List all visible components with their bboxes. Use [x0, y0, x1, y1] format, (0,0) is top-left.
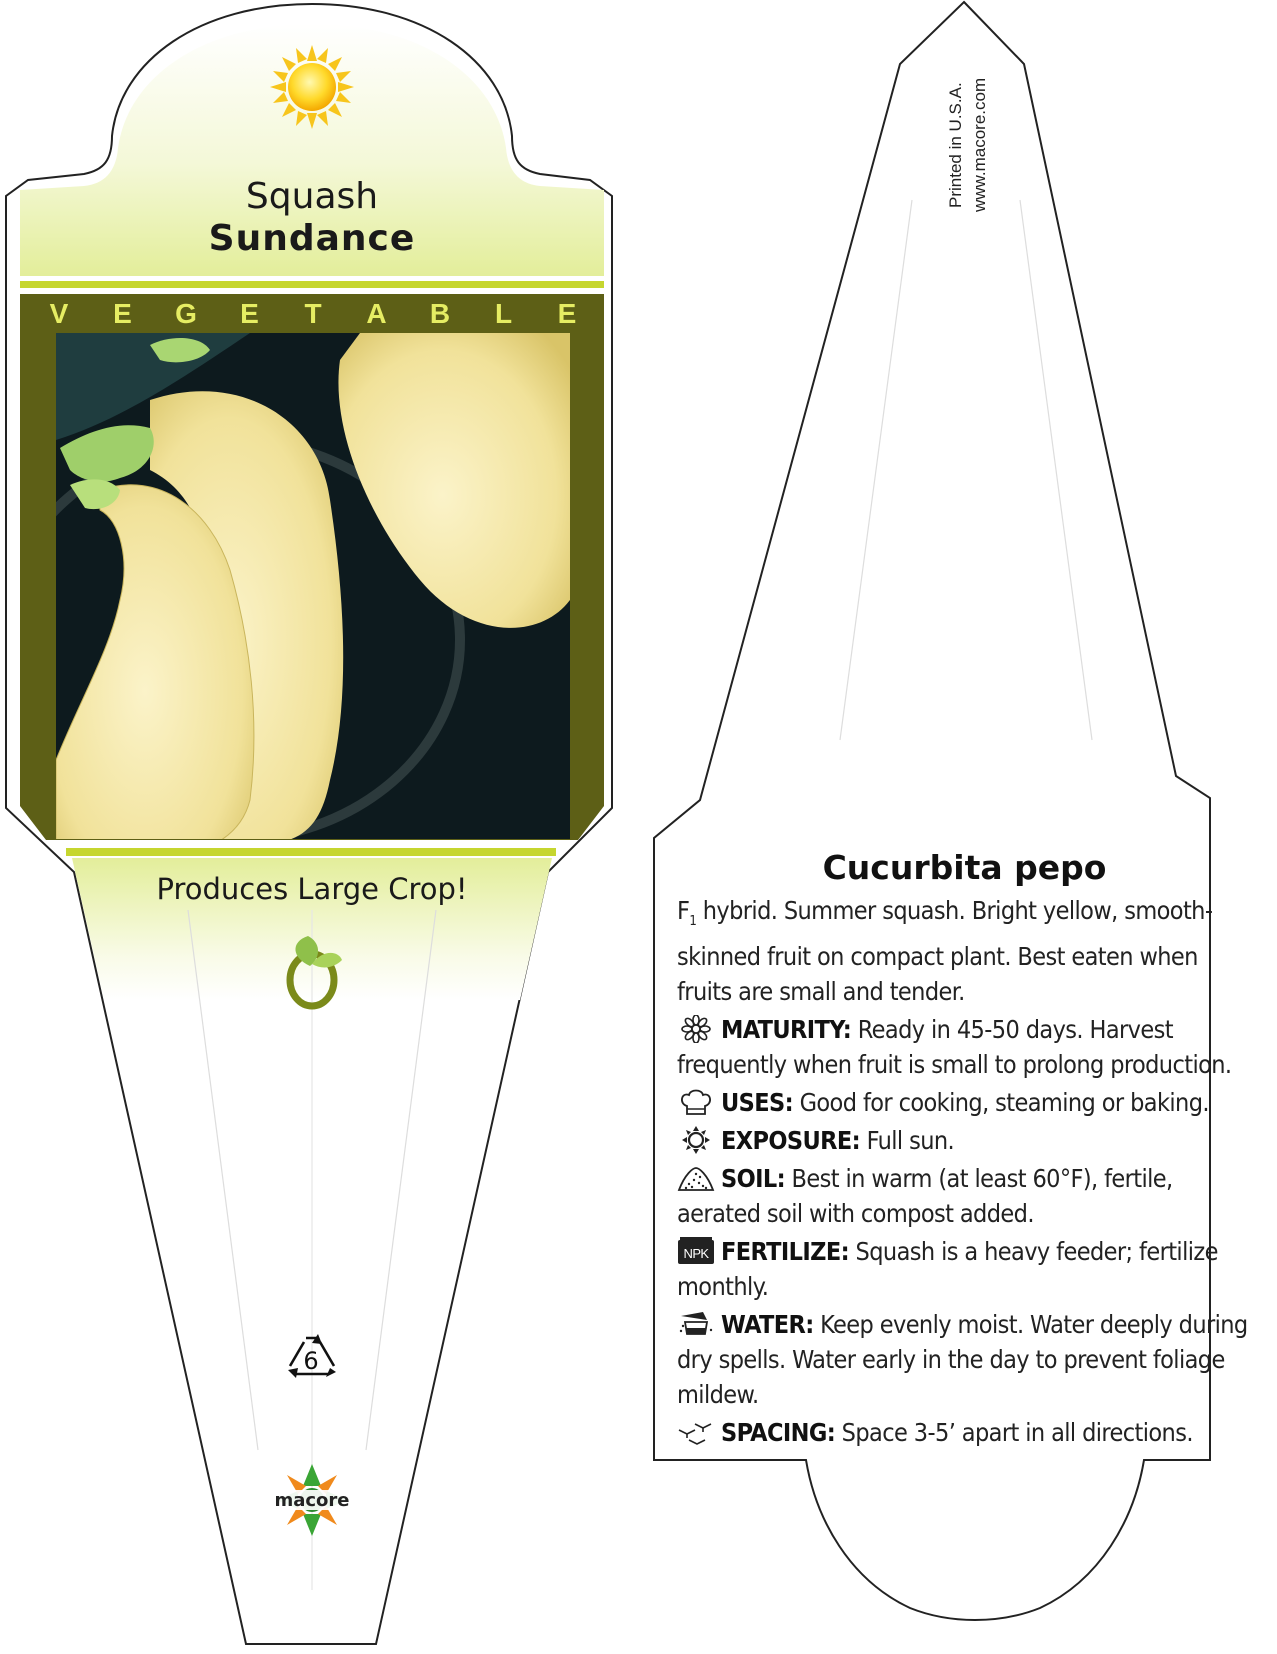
- maturity-label: MATURITY:: [721, 1015, 852, 1044]
- plant-name: Squash: [245, 176, 379, 217]
- maturity-text: Ready in 45-50 days. Harvest frequently when fruit is small to prolong production.: [677, 1015, 1232, 1079]
- recycle-code: 6: [303, 1347, 319, 1375]
- section-fertilize: [677, 1234, 1257, 1304]
- section-maturity: [677, 1012, 1257, 1082]
- care-instructions: [677, 893, 1257, 1453]
- spacing-text: Space 3-5’ apart in all directions.: [835, 1418, 1193, 1447]
- soil-label: SOIL:: [721, 1164, 786, 1193]
- water-label: WATER:: [721, 1310, 814, 1339]
- f1-prefix: F: [677, 896, 690, 925]
- section-soil: [677, 1161, 1257, 1231]
- soil-icon: [677, 1164, 715, 1192]
- category-letter: E: [113, 298, 132, 329]
- section-spacing: [677, 1415, 1257, 1450]
- description: [677, 893, 1257, 1009]
- flower-icon: [677, 1015, 715, 1043]
- uses-text: Good for cooking, steaming or baking.: [793, 1088, 1209, 1117]
- category-banner: [48, 298, 578, 332]
- category-letter: B: [429, 298, 451, 329]
- spacing-icon: [677, 1418, 715, 1446]
- category-letter: E: [240, 298, 259, 329]
- category-letter: L: [494, 298, 513, 329]
- uses-label: USES:: [721, 1088, 794, 1117]
- printed-in: Printed in U.S.A.: [946, 82, 965, 208]
- category-letter: G: [175, 298, 197, 329]
- spacing-label: SPACING:: [721, 1418, 836, 1447]
- section-exposure: [677, 1123, 1257, 1158]
- fertilize-label: FERTILIZE:: [721, 1237, 850, 1266]
- squash-photo: [0, 333, 570, 860]
- water-text: Keep evenly moist. Water deeply during dry spells. Water early in the day to prevent foliage mildew.: [677, 1310, 1248, 1409]
- npk-text: NPK: [683, 1246, 709, 1261]
- sun-icon: [270, 45, 354, 129]
- exposure-text: Full sun.: [860, 1126, 955, 1155]
- variety-name: Sundance: [208, 218, 416, 259]
- f1-subscript: 1: [689, 914, 697, 929]
- exposure-label: EXPOSURE:: [721, 1126, 861, 1155]
- tagline: Produces Large Crop!: [156, 872, 468, 906]
- category-letter: A: [366, 298, 387, 329]
- section-uses: [677, 1085, 1257, 1120]
- category-letter: V: [49, 298, 69, 329]
- botanical-name: Cucurbita pepo: [822, 848, 1107, 887]
- soil-text: Best in warm (at least 60°F), fertile, aerated soil with compost added.: [677, 1164, 1173, 1228]
- category-letter: E: [557, 298, 577, 329]
- website: www.macore.com: [970, 77, 989, 212]
- fertilize-text: Squash is a heavy feeder; fertilize monthly.: [677, 1237, 1218, 1301]
- npk-icon: [677, 1237, 715, 1265]
- sun-outline-icon: [677, 1126, 715, 1154]
- chef-hat-icon: [677, 1088, 715, 1116]
- watering-can-icon: [677, 1310, 715, 1338]
- description-text: hybrid. Summer squash. Bright yellow, smooth-skinned fruit on compact plant. Best eaten when fruits are small and tender.: [677, 896, 1213, 1006]
- brand-name: macore: [274, 1490, 350, 1511]
- category-letter: T: [304, 298, 322, 329]
- section-water: [677, 1307, 1257, 1412]
